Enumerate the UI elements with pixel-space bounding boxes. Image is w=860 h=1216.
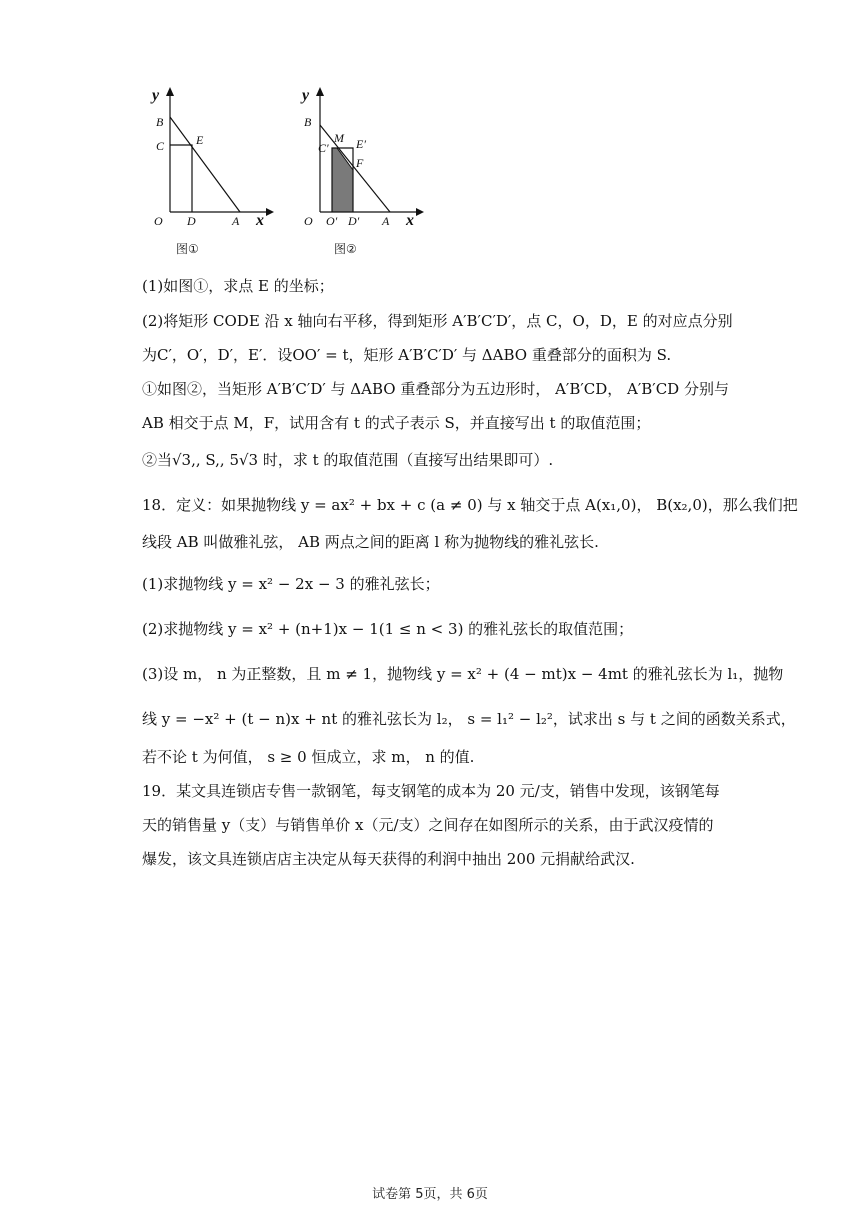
fig1-label-b: B	[156, 115, 164, 129]
fig2-label-c: C′	[318, 141, 329, 155]
figure-1	[138, 82, 278, 256]
fig2-label-f: F	[356, 156, 364, 170]
text-line-5: AB 相交于点 M，F，试用含有 t 的式子表示 S，并直接写出 t 的取值范围；	[142, 414, 651, 432]
page-footer: 试卷第 5页，共 6页	[372, 1187, 488, 1202]
text-line-7: 18．定义：如果抛物线 y = ax² + bx + c (a ≠ 0) 与 x 轴交于点 A(x₁,0)， B(x₂,0)，那么我们把	[142, 496, 798, 514]
figure-2-diagram	[288, 82, 438, 232]
fig1-x-arrow	[266, 208, 274, 216]
text-line-3: 为C′，O′，D′，E′．设OO′ = t，矩形 A′B′C′D′ 与 ΔABO 重叠部分的面积为 S.	[142, 346, 672, 364]
fig1-label-o: O	[154, 214, 163, 228]
text-line-4: ①如图②，当矩形 A′B′C′D′ 与 ΔABO 重叠部分为五边形时， A′B′CD， A′B′CD 分别与	[142, 380, 729, 398]
fig1-line-ab	[170, 117, 240, 212]
text-line-10: (2)求抛物线 y = x² + (n+1)x − 1(1 ≤ n < 3) 的雅礼弦长的取值范围；	[142, 620, 634, 638]
fig2-line-ab	[320, 125, 390, 212]
text-line-6: ②当√3,, S,, 5√3 时，求 t 的取值范围（直接写出结果即可）.	[142, 451, 554, 469]
text-line-16: 爆发，该文具连锁店店主决定从每天获得的利润中抽出 200 元捐献给武汉.	[142, 850, 635, 868]
fig2-label-b: B	[304, 115, 312, 129]
fig1-axis-y-label: y	[152, 87, 160, 104]
fig1-rectangle-code	[170, 145, 192, 212]
fig2-label-d-prime: D′	[348, 214, 360, 228]
figure-1-caption: 图①	[176, 242, 199, 256]
fig1-label-e: E	[196, 133, 204, 147]
figure-2-caption: 图②	[334, 242, 357, 256]
text-line-1: (1)如图①，求点 E 的坐标；	[142, 277, 334, 295]
figure-1-diagram	[138, 82, 278, 232]
text-line-14: 19．某文具连锁店专售一款钢笔，每支钢笔的成本为 20 元/支，销售中发现，该钢笔每	[142, 782, 720, 800]
text-line-11: (3)设 m， n 为正整数，且 m ≠ 1，抛物线 y = x² + (4 − mt)x − 4mt 的雅礼弦长为 l₁，抛物	[142, 665, 784, 683]
text-line-9: (1)求抛物线 y = x² − 2x − 3 的雅礼弦长；	[142, 575, 440, 593]
text-line-2: (2)将矩形 CODE 沿 x 轴向右平移，得到矩形 A′B′C′D′，点 C，O，D，E 的对应点分别	[142, 312, 733, 330]
figure-2	[288, 82, 438, 256]
fig2-axis-x-label: x	[406, 212, 414, 229]
fig1-label-d: D	[187, 214, 196, 228]
fig1-label-c: C	[156, 139, 165, 153]
fig2-label-m: M	[334, 131, 344, 145]
text-line-13: 若不论 t 为何值， s ≥ 0 恒成立，求 m， n 的值.	[142, 748, 475, 766]
fig1-axis-x-label: x	[256, 212, 264, 229]
fig2-label-a: A	[382, 214, 390, 228]
text-line-8: 线段 AB 叫做雅礼弦， AB 两点之间的距离 l 称为抛物线的雅礼弦长.	[142, 533, 599, 551]
fig2-x-arrow	[416, 208, 424, 216]
fig2-label-o-prime: O′	[326, 214, 338, 228]
fig1-y-arrow	[166, 87, 174, 96]
fig2-axis-y-label: y	[302, 87, 310, 104]
figures-area	[138, 82, 438, 262]
fig1-label-a: A	[232, 214, 240, 228]
fig2-overlap-shaded	[332, 148, 353, 212]
text-line-15: 天的销售量 y（支）与销售单价 x（元/支）之间存在如图所示的关系，由于武汉疫情的	[142, 816, 714, 834]
fig2-label-o: O	[304, 214, 313, 228]
fig2-y-arrow	[316, 87, 324, 96]
text-line-12: 线 y = −x² + (t − n)x + nt 的雅礼弦长为 l₂， s = l₁² − l₂²，试求出 s 与 t 之间的函数关系式，	[142, 710, 796, 728]
fig2-label-e: E′	[356, 137, 366, 151]
